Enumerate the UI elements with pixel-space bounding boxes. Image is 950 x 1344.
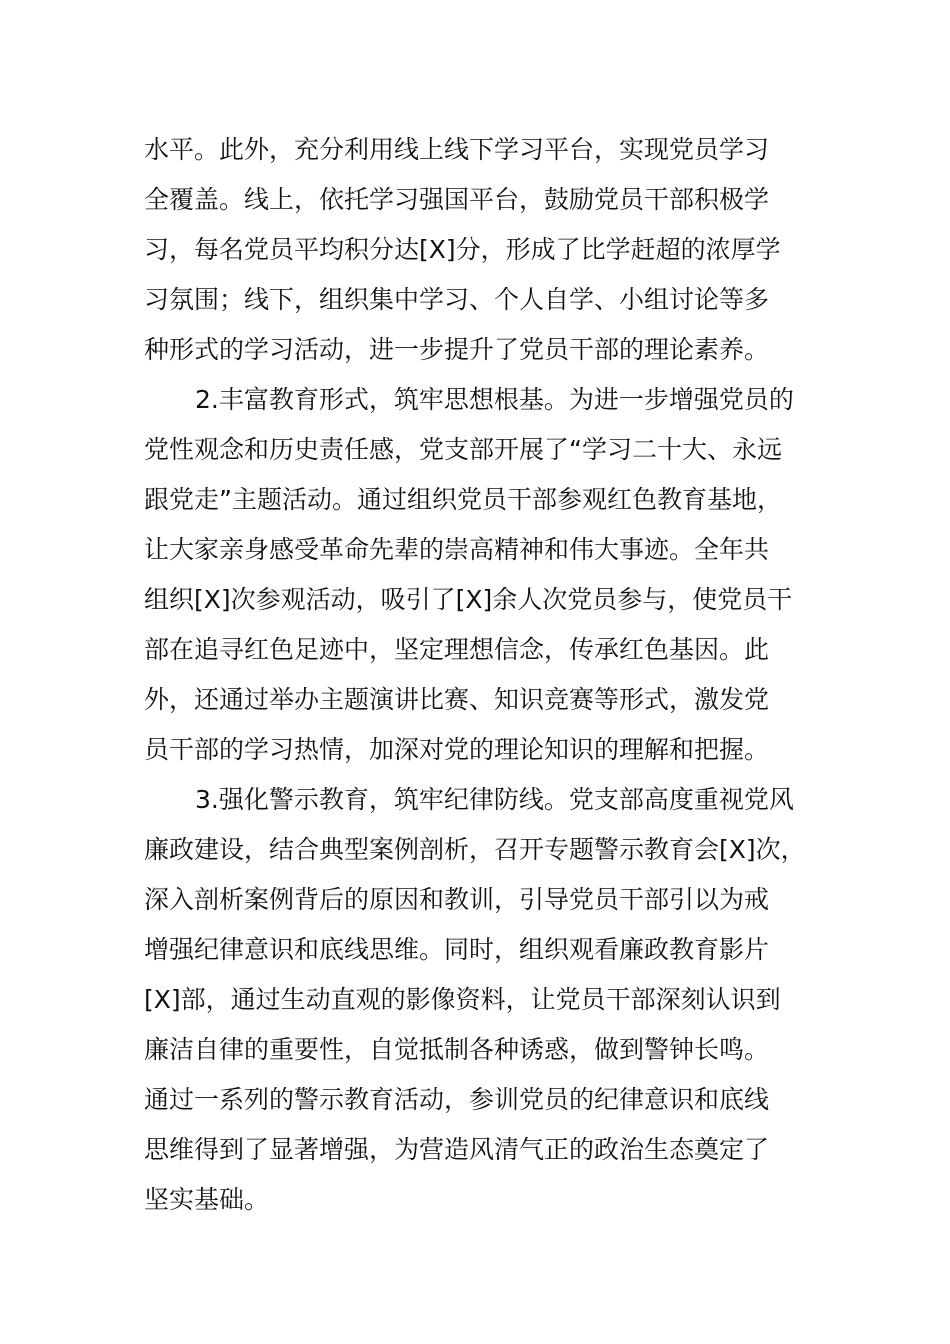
text-line: 通过一系列的警示教育活动，参训党员的纪律意识和底线 <box>144 1085 770 1114</box>
text-line: 外，还通过举办主题演讲比赛、知识竞赛等形式，激发党 <box>144 685 770 714</box>
paragraph-heading-line: 3.强化警示教育，筑牢纪律防线。党支部高度重视党风 <box>195 785 794 814</box>
text-line: 习氛围；线下，组织集中学习、个人自学、小组讨论等多 <box>144 285 770 314</box>
text-line: 组织[X]次参观活动，吸引了[X]余人次党员参与，使党员干 <box>144 585 793 614</box>
text-line: 水平。此外，充分利用线上线下学习平台，实现党员学习 <box>144 135 770 164</box>
text-line: 跟党走”主题活动。通过组织党员干部参观红色教育基地， <box>144 485 782 514</box>
text-line: 增强纪律意识和底线思维。同时，组织观看廉政教育影片 <box>144 935 770 964</box>
paragraph-heading-line: 2.丰富教育形式，筑牢思想根基。为进一步增强党员的 <box>195 385 794 414</box>
text-line: 思维得到了显著增强，为营造风清气正的政治生态奠定了 <box>144 1135 770 1164</box>
text-line: 深入剖析案例背后的原因和教训，引导党员干部引以为戒 <box>144 885 770 914</box>
text-line: 全覆盖。线上，依托学习强国平台，鼓励党员干部积极学 <box>144 185 770 214</box>
text-line: [X]部，通过生动直观的影像资料，让党员干部深刻认识到 <box>144 985 781 1014</box>
text-line: 坚实基础。 <box>144 1185 270 1214</box>
text-line: 员干部的学习热情，加深对党的理论知识的理解和把握。 <box>144 735 770 764</box>
text-line: 习，每名党员平均积分达[X]分，形成了比学赶超的浓厚学 <box>144 235 781 264</box>
text-line: 让大家亲身感受革命先辈的崇高精神和伟大事迹。全年共 <box>144 535 770 564</box>
text-line: 廉洁自律的重要性，自觉抵制各种诱惑，做到警钟长鸣。 <box>144 1035 770 1064</box>
text-line: 部在追寻红色足迹中，坚定理想信念，传承红色基因。此 <box>144 635 770 664</box>
text-line: 种形式的学习活动，进一步提升了党员干部的理论素养。 <box>144 335 770 364</box>
text-line: 廉政建设，结合典型案例剖析，召开专题警示教育会[X]次， <box>144 835 806 864</box>
text-line: 党性观念和历史责任感，党支部开展了“学习二十大、永远 <box>144 435 782 464</box>
